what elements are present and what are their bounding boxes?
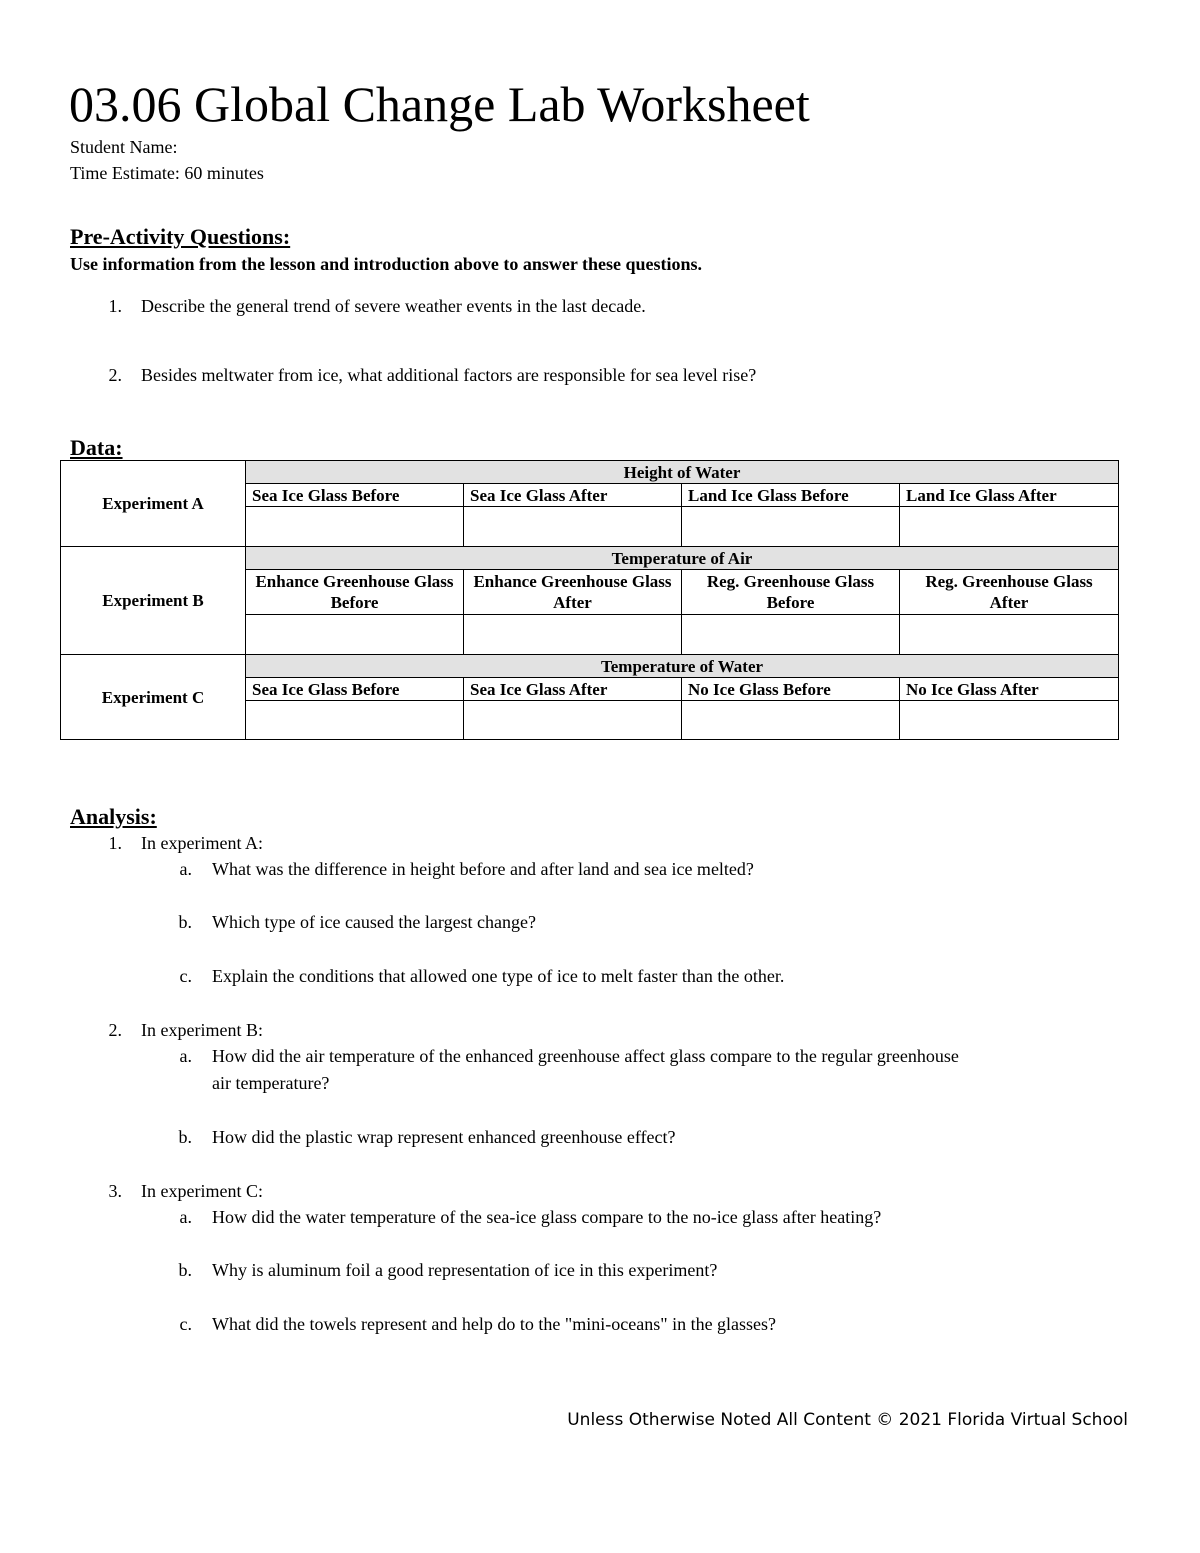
sub-question-text: What was the difference in height before and after land and sea ice melted? <box>212 859 754 879</box>
sub-question-letter: c. <box>179 1314 192 1334</box>
question-text: In experiment B: <box>141 1020 263 1040</box>
sub-question-text: Why is aluminum foil a good representation of ice in this experiment? <box>212 1260 718 1280</box>
sub-question-text: How did the plastic wrap represent enhanced greenhouse effect? <box>212 1127 676 1147</box>
experiment-c-label: Experiment C <box>61 655 246 740</box>
sub-question-text: How did the air temperature of the enhanced greenhouse affect glass compare to the regular greenhouse <box>212 1046 959 1066</box>
question-text: Besides meltwater from ice, what additional factors are responsible for sea level rise? <box>141 365 757 385</box>
sub-question-text: How did the water temperature of the sea-ice glass compare to the no-ice glass after heating? <box>212 1207 882 1227</box>
sub-question-text: Which type of ice caused the largest change? <box>212 912 537 932</box>
sub-question-text: What did the towels represent and help do to the "mini-oceans" in the glasses? <box>212 1314 777 1334</box>
data-entry-cell[interactable] <box>464 507 682 547</box>
column-header: Sea Ice Glass Before <box>246 678 464 701</box>
data-entry-cell[interactable] <box>464 701 682 740</box>
question-text: Describe the general trend of severe weather events in the last decade. <box>141 296 646 316</box>
data-entry-cell[interactable] <box>246 507 464 547</box>
data-table <box>60 460 1119 740</box>
sub-question-letter: b. <box>178 912 192 932</box>
time-estimate: Time Estimate: 60 minutes <box>70 163 264 183</box>
column-header: Land Ice Glass After <box>900 484 1119 507</box>
analysis-heading: Analysis: <box>70 804 157 829</box>
sub-question-letter: a. <box>179 1046 192 1066</box>
question-number: 1. <box>108 296 122 316</box>
temperature-of-air-header: Temperature of Air <box>246 547 1119 570</box>
table-row <box>61 547 1119 570</box>
sub-question-letter: a. <box>179 859 192 879</box>
table-row <box>61 655 1119 678</box>
question-number: 2. <box>108 1020 122 1040</box>
temperature-of-water-header: Temperature of Water <box>246 655 1119 678</box>
pre-activity-heading: Pre-Activity Questions: <box>70 224 291 249</box>
data-entry-cell[interactable] <box>246 701 464 740</box>
pre-activity-instruction: Use information from the lesson and introduction above to answer these questions. <box>70 254 703 274</box>
column-header: Land Ice Glass Before <box>682 484 900 507</box>
data-entry-cell[interactable] <box>682 507 900 547</box>
data-entry-cell[interactable] <box>682 701 900 740</box>
copyright-footer: Unless Otherwise Noted All Content © 2021 Florida Virtual School <box>567 1410 1128 1430</box>
column-header: Sea Ice Glass Before <box>246 484 464 507</box>
table-row <box>61 461 1119 484</box>
question-number: 1. <box>108 833 122 853</box>
data-entry-cell[interactable] <box>900 615 1119 655</box>
experiment-a-label: Experiment A <box>61 461 246 547</box>
page-title: 03.06 Global Change Lab Worksheet <box>69 76 810 132</box>
column-header: Reg. Greenhouse Glass Before <box>682 570 900 615</box>
question-number: 3. <box>108 1181 122 1201</box>
data-entry-cell[interactable] <box>900 701 1119 740</box>
experiment-b-label: Experiment B <box>61 547 246 655</box>
data-entry-cell[interactable] <box>246 615 464 655</box>
question-number: 2. <box>108 365 122 385</box>
column-header: Enhance Greenhouse Glass Before <box>246 570 464 615</box>
sub-question-letter: c. <box>179 966 192 986</box>
sub-question-letter: b. <box>178 1127 192 1147</box>
student-name-label: Student Name: <box>70 137 178 157</box>
question-text: In experiment A: <box>141 833 263 853</box>
question-text: In experiment C: <box>141 1181 263 1201</box>
height-of-water-header: Height of Water <box>246 461 1119 484</box>
data-entry-cell[interactable] <box>464 615 682 655</box>
data-heading: Data: <box>70 435 123 460</box>
column-header: Enhance Greenhouse Glass After <box>464 570 682 615</box>
column-header: Sea Ice Glass After <box>464 484 682 507</box>
column-header: Sea Ice Glass After <box>464 678 682 701</box>
data-entry-cell[interactable] <box>900 507 1119 547</box>
sub-question-letter: a. <box>179 1207 192 1227</box>
data-entry-cell[interactable] <box>682 615 900 655</box>
sub-question-letter: b. <box>178 1260 192 1280</box>
sub-question-text: Explain the conditions that allowed one type of ice to melt faster than the other. <box>212 966 785 986</box>
column-header: No Ice Glass After <box>900 678 1119 701</box>
sub-question-text: air temperature? <box>212 1073 330 1093</box>
column-header: Reg. Greenhouse Glass After <box>900 570 1119 615</box>
column-header: No Ice Glass Before <box>682 678 900 701</box>
